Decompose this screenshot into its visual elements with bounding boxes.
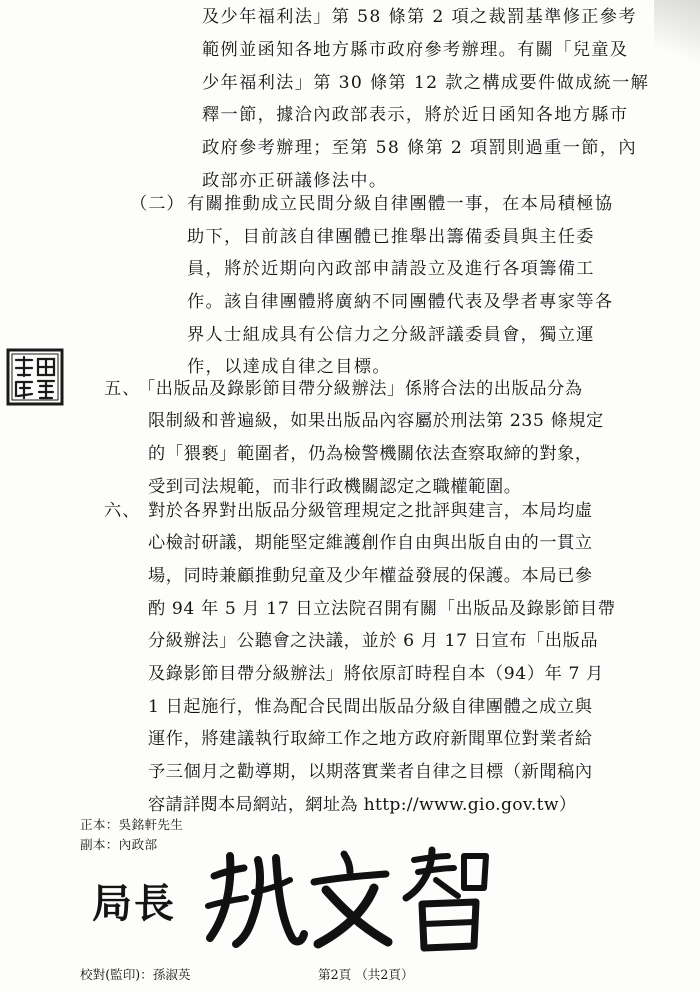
section-5-line-1: 「出版品及錄影節目帶分級辦法」係將合法的出版品分為 <box>138 379 583 399</box>
item-2-marker: （二） <box>130 194 185 214</box>
section-5-line-2: 限制級和普遍級，如果出版品內容屬於刑法第 235 條規定 <box>148 411 604 431</box>
section-6-marker: 六、 <box>104 501 141 521</box>
section-6-line-6: 及錄影節目帶分級辦法」將依原訂時程自本（94）年 7 月 <box>148 664 604 684</box>
handwritten-signature <box>196 846 496 956</box>
section-6-line-5: 分級辦法」公聽會之決議，並於 6 月 17 日宣布「出版品 <box>148 631 599 651</box>
section-6-line-1: 對於各界對出版品分級管理規定之批評與建言，本局均虛 <box>148 501 593 521</box>
item-2-line-5: 界人士組成具有公信力之分級評議委員會，獨立運 <box>187 325 595 345</box>
recipient-primary: 正本：吳銘軒先生 <box>80 817 184 832</box>
section-6-line-7: 1 日起施行，惟為配合民間出版品分級自律團體之成立與 <box>148 697 593 717</box>
section-5-line-3: 的「猥褻」範圍者，仍為檢警機關依法查察取締的對象， <box>148 444 593 464</box>
item-2-line-6: 作，以達成自律之目標。 <box>187 357 391 377</box>
recipient-copy: 副本：內政部 <box>80 837 158 852</box>
section-5-line-4: 受到司法規範，而非行政機關認定之職權範圍。 <box>148 477 522 497</box>
proofread-seal-note: 校對(監印)：孫淑英 <box>80 967 191 982</box>
item-2-line-3: 員，將於近期向內政部申請設立及進行各項籌備工 <box>187 259 595 279</box>
page-number: 第2頁 （共2頁） <box>318 967 414 982</box>
continued-line-4: 釋一節，據洽內政部表示，將於近日函知各地方縣市 <box>202 105 629 125</box>
continued-line-5: 政府參考辦理；至第 58 條第 2 項罰則過重一節，內 <box>202 138 637 158</box>
section-5-marker: 五、 <box>104 379 141 399</box>
official-seal-icon <box>6 348 64 406</box>
section-6-line-10: 容請詳閱本局網站，網址為 http://www.gio.gov.tw） <box>148 795 577 815</box>
section-6-line-8: 運作，將建議執行取締工作之地方政府新聞單位對業者給 <box>148 729 593 749</box>
item-2-line-1: 有關推動成立民間分級自律團體一事，在本局積極協 <box>187 194 614 214</box>
section-6-line-4: 酌 94 年 5 月 17 日立法院召開有關「出版品及錄影節目帶 <box>148 599 616 619</box>
section-6-line-2: 心檢討研議，期能堅定維護創作自由與出版自由的一貫立 <box>148 533 593 553</box>
item-2-line-4: 作。該自律團體將廣納不同團體代表及學者專家等各 <box>187 292 614 312</box>
signature-title: 局長 <box>92 880 176 927</box>
section-6-line-9: 予三個月之勸導期，以期落實業者自律之目標（新聞稿內 <box>148 762 593 782</box>
section-6-line-3: 場，同時兼顧推動兒童及少年權益發展的保護。本局已參 <box>148 566 593 586</box>
continued-line-1: 及少年福利法」第 58 條第 2 項之裁罰基準修正參考 <box>202 7 637 27</box>
continued-line-2: 範例並函知各地方縣市政府參考辦理。有關「兒童及 <box>202 40 629 60</box>
item-2-line-2: 助下，目前該自律團體已推舉出籌備委員與主任委 <box>187 227 595 247</box>
continued-line-6: 政部亦正研議修法中。 <box>202 171 388 191</box>
page-corner-shadow <box>654 0 700 70</box>
continued-line-3: 少年福利法」第 30 條第 12 款之構成要件做成統一解 <box>202 73 650 93</box>
